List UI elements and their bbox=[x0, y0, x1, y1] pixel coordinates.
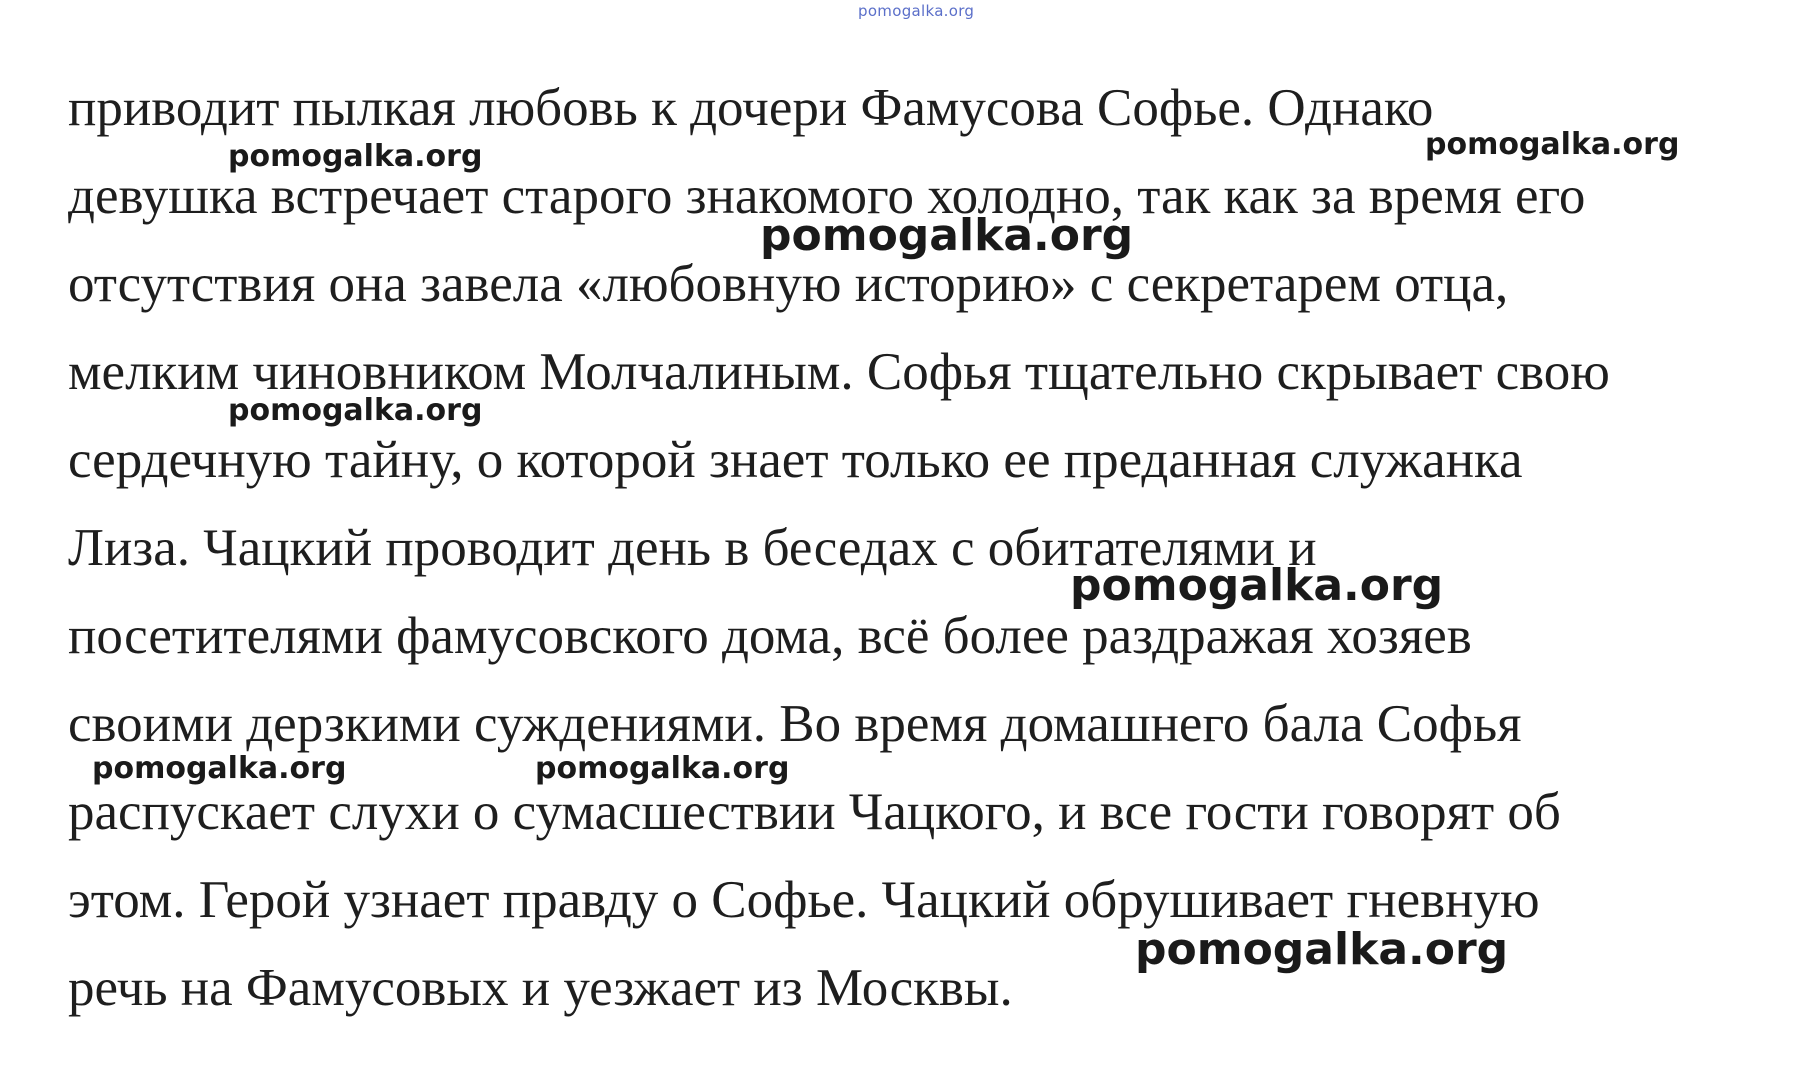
paragraph-line: Лиза. Чацкий проводит день в беседах с обитателями и bbox=[68, 519, 1317, 577]
paragraph-line: распускает слухи о сумасшествии Чацкого, и все гости говорят об bbox=[68, 783, 1561, 841]
paragraph-line: своими дерзкими суждениями. Во время домашнего бала Софья bbox=[68, 695, 1522, 753]
watermark: pomogalka.org bbox=[1425, 127, 1680, 162]
watermark: pomogalka.org bbox=[760, 210, 1134, 261]
header-watermark: pomogalka.org bbox=[858, 2, 975, 20]
watermark: pomogalka.org bbox=[535, 751, 790, 786]
paragraph-line: приводит пылкая любовь к дочери Фамусова Софье. Однако bbox=[68, 79, 1434, 137]
paragraph-line: этом. Герой узнает правду о Софье. Чацкий обрушивает гневную bbox=[68, 871, 1540, 929]
watermark: pomogalka.org bbox=[1135, 924, 1509, 975]
paragraph-line: сердечную тайну, о которой знает только ее преданная служанка bbox=[68, 431, 1523, 489]
paragraph-line: отсутствия она завела «любовную историю» с секретарем отца, bbox=[68, 255, 1509, 313]
paragraph-line: девушка встречает старого знакомого холодно, так как за время его bbox=[68, 167, 1586, 225]
watermark: pomogalka.org bbox=[228, 393, 483, 428]
paragraph-line: мелким чиновником Молчалиным. Софья тщательно скрывает свою bbox=[68, 343, 1610, 401]
watermark: pomogalka.org bbox=[1070, 560, 1444, 611]
paragraph-line: речь на Фамусовых и уезжает из Москвы. bbox=[68, 959, 1013, 1017]
watermark: pomogalka.org bbox=[92, 751, 347, 786]
watermark: pomogalka.org bbox=[228, 139, 483, 174]
paragraph-line: посетителями фамусовского дома, всё более раздражая хозяев bbox=[68, 607, 1472, 665]
